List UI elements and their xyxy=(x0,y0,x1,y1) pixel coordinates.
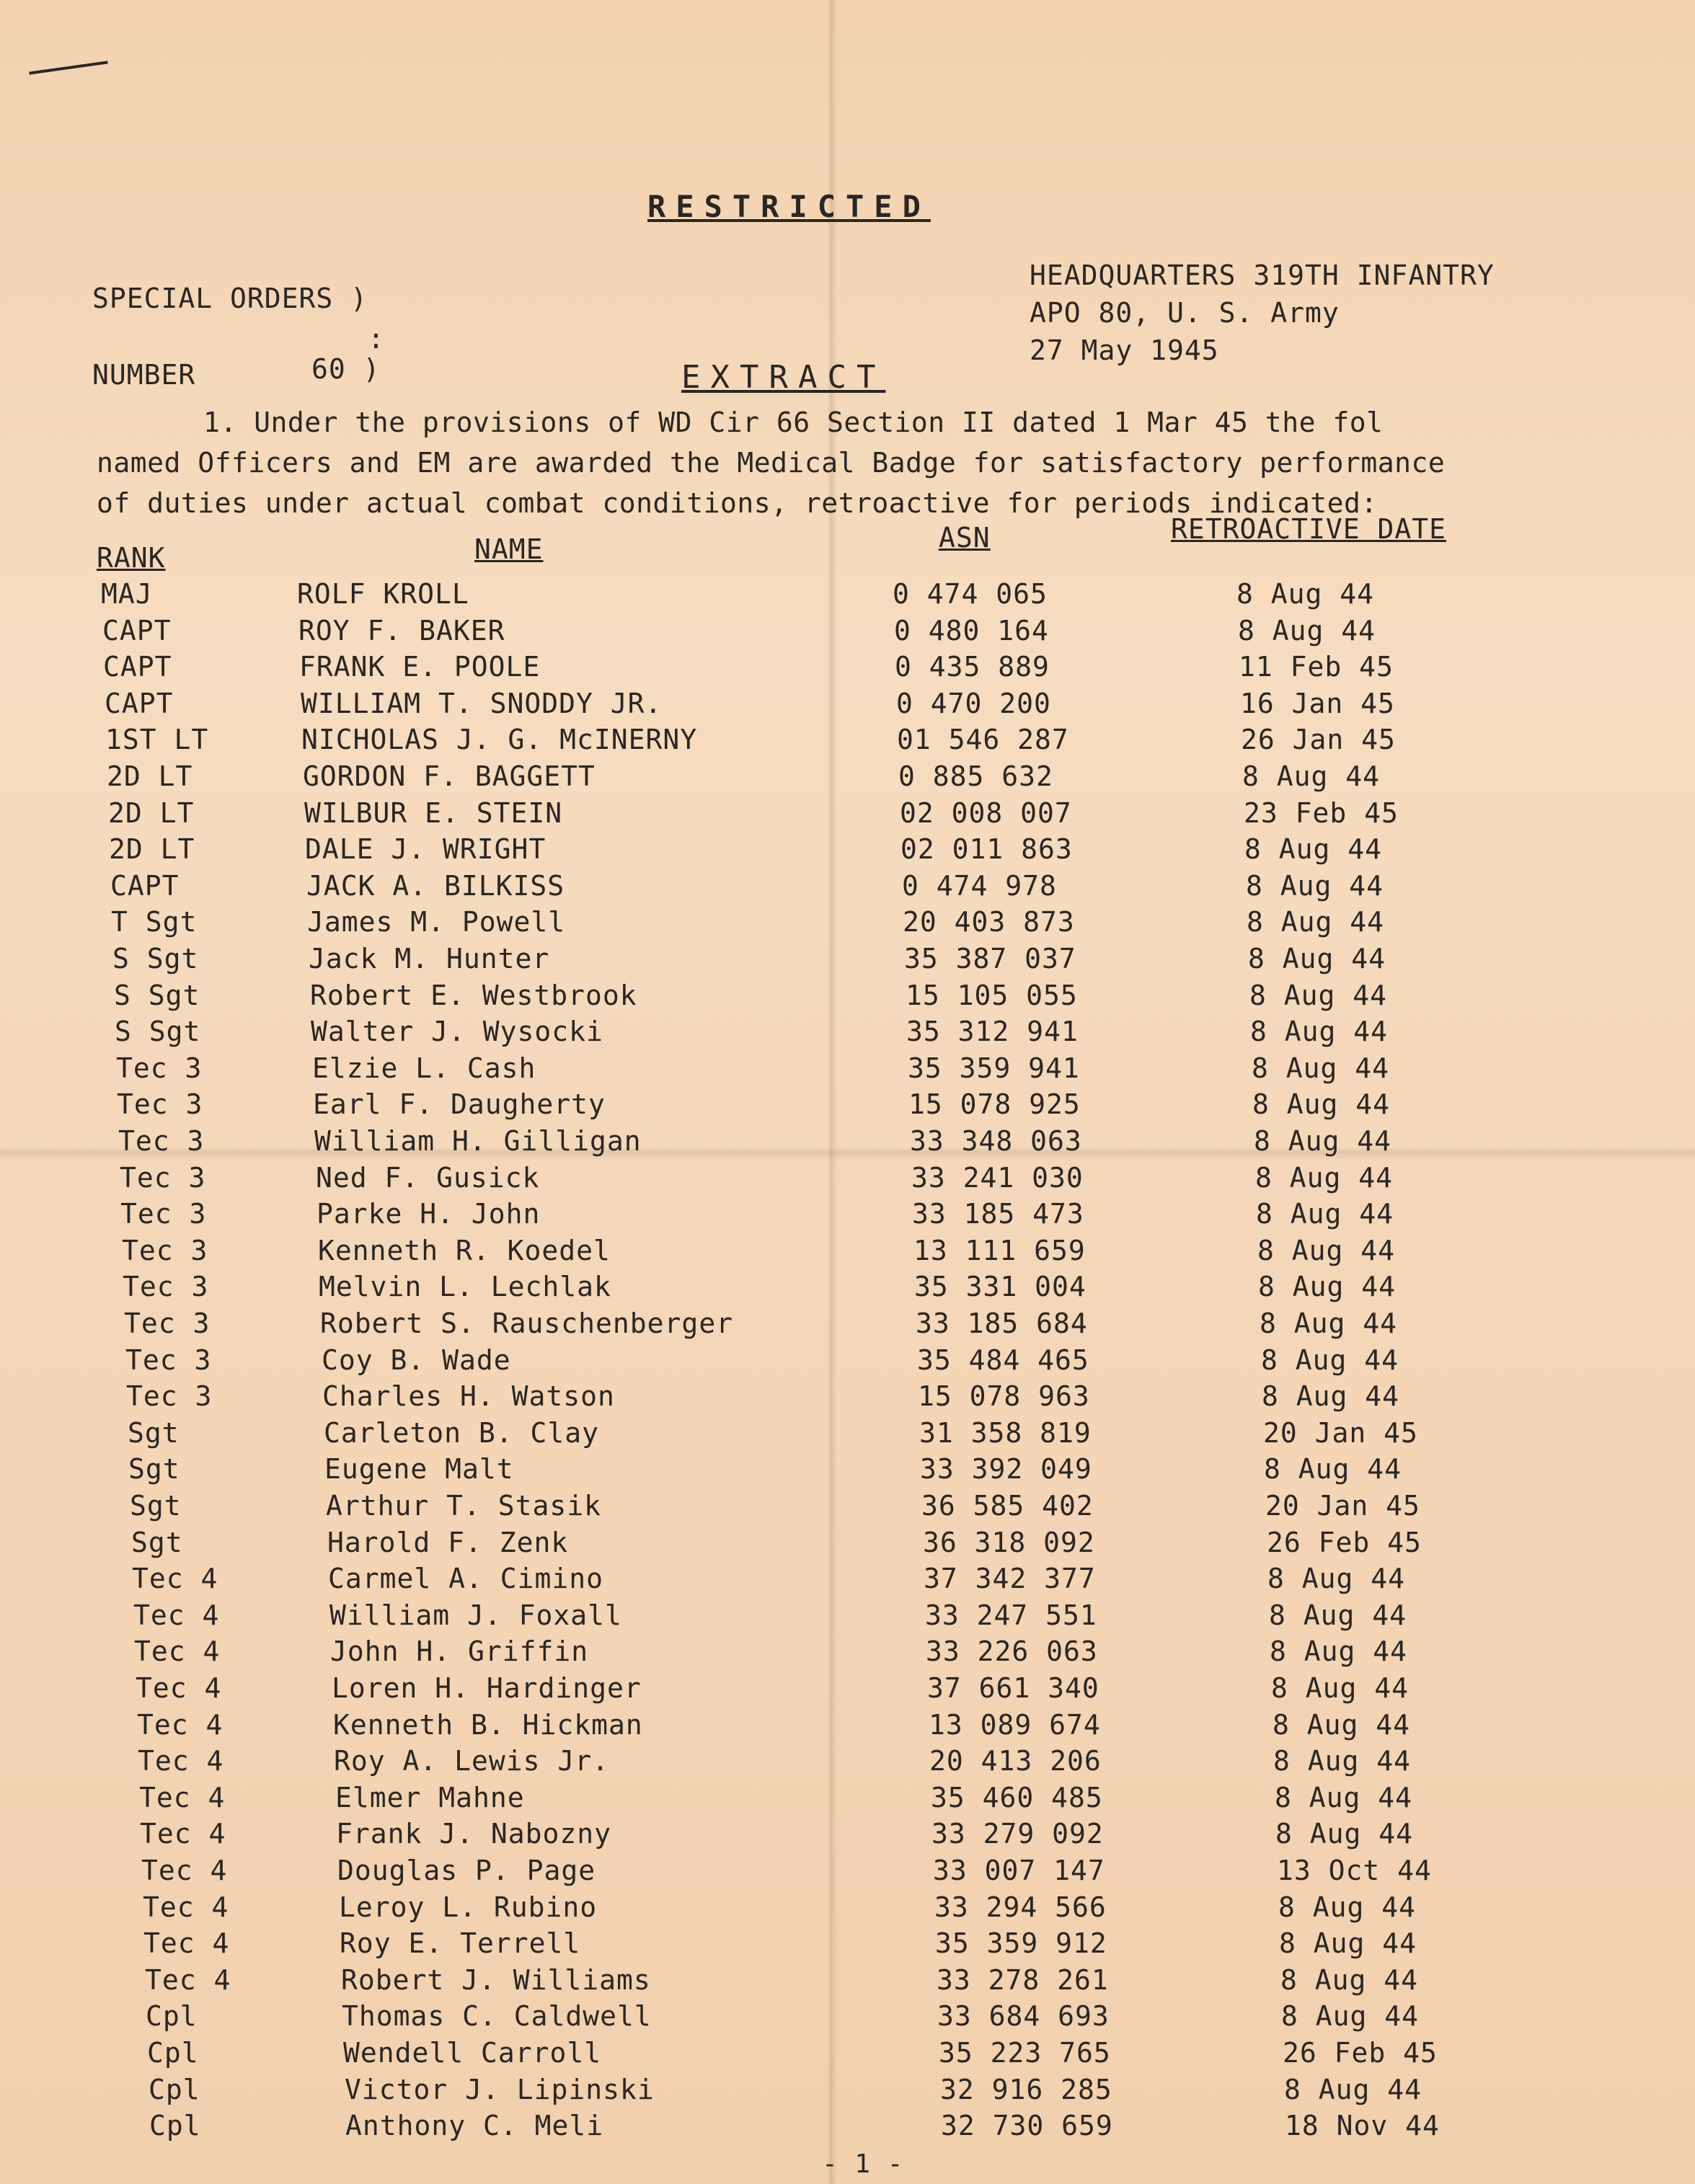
table-row xyxy=(0,1964,1695,2000)
name-cell: Wendell Carroll xyxy=(343,2037,602,2069)
rank-cell: Tec 4 xyxy=(132,1563,218,1594)
rank-cell: Tec 3 xyxy=(120,1198,207,1230)
rank-cell: Cpl xyxy=(146,2000,198,2032)
date-cell: 8 Aug 44 xyxy=(1248,943,1386,975)
name-cell: Roy A. Lewis Jr. xyxy=(334,1745,610,1777)
rank-cell: Cpl xyxy=(149,2110,201,2141)
asn-cell: 33 278 261 xyxy=(937,1964,1109,1996)
rank-cell: Tec 4 xyxy=(137,1709,224,1741)
table-row xyxy=(0,833,1695,869)
table-row xyxy=(0,578,1695,614)
name-cell: GORDON F. BAGGETT xyxy=(303,760,596,792)
ink-mark xyxy=(29,61,107,74)
asn-cell: 36 318 092 xyxy=(923,1527,1095,1558)
table-row xyxy=(0,1380,1695,1416)
rank-cell: Tec 4 xyxy=(145,1964,231,1996)
asn-cell: 33 241 030 xyxy=(911,1162,1084,1194)
table-row xyxy=(0,2074,1695,2110)
asn-cell: 33 185 684 xyxy=(916,1308,1088,1339)
date-cell: 8 Aug 44 xyxy=(1261,1344,1399,1376)
paragraph-line-2: named Officers and EM are awarded the Medical Badge for satisfactory performance xyxy=(97,447,1446,479)
name-cell: Jack M. Hunter xyxy=(309,943,550,975)
name-cell: FRANK E. POOLE xyxy=(299,651,541,683)
rank-cell: Tec 3 xyxy=(118,1125,205,1157)
rank-cell: Cpl xyxy=(147,2037,199,2069)
asn-cell: 33 684 693 xyxy=(937,2000,1110,2032)
rank-cell: S Sgt xyxy=(112,943,199,975)
date-cell: 8 Aug 44 xyxy=(1273,1709,1411,1741)
date-cell: 8 Aug 44 xyxy=(1284,2074,1422,2105)
date-cell: 23 Feb 45 xyxy=(1244,797,1399,829)
date-cell: 8 Aug 44 xyxy=(1242,760,1381,792)
rank-cell: Tec 4 xyxy=(139,1782,226,1814)
table-row xyxy=(0,1490,1695,1526)
date-cell: 11 Feb 45 xyxy=(1239,651,1394,683)
column-header-asn: ASN xyxy=(939,522,991,554)
date-cell: 26 Feb 45 xyxy=(1283,2037,1438,2069)
rank-cell: Tec 3 xyxy=(124,1308,211,1339)
asn-cell: 15 078 925 xyxy=(908,1088,1081,1120)
asn-cell: 33 392 049 xyxy=(920,1453,1092,1485)
name-cell: Earl F. Daugherty xyxy=(313,1088,606,1120)
name-cell: Harold F. Zenk xyxy=(327,1527,569,1558)
hq-line-1: HEADQUARTERS 319TH INFANTRY xyxy=(1030,259,1495,291)
rank-cell: Tec 4 xyxy=(143,1891,229,1923)
table-row xyxy=(0,1745,1695,1781)
rank-cell: 2D LT xyxy=(108,797,195,829)
number-value: 60 ) xyxy=(311,353,381,385)
name-cell: James M. Powell xyxy=(307,906,566,938)
date-cell: 8 Aug 44 xyxy=(1247,906,1385,938)
rank-cell: Tec 3 xyxy=(122,1235,208,1266)
date-cell: 8 Aug 44 xyxy=(1250,1016,1389,1047)
table-row xyxy=(0,651,1695,687)
date-cell: 16 Jan 45 xyxy=(1240,688,1395,719)
asn-cell: 31 358 819 xyxy=(919,1417,1092,1449)
asn-cell: 35 387 037 xyxy=(904,943,1076,975)
date-cell: 8 Aug 44 xyxy=(1256,1198,1394,1230)
rank-cell: Tec 4 xyxy=(140,1818,226,1850)
column-header-date: RETROACTIVE DATE xyxy=(1171,513,1447,545)
rank-cell: Tec 4 xyxy=(136,1672,222,1704)
paragraph-line-3: of duties under actual combat conditions, retroactive for periods indicated: xyxy=(97,487,1378,519)
date-cell: 8 Aug 44 xyxy=(1280,1964,1419,1996)
name-cell: Elzie L. Cash xyxy=(312,1052,536,1084)
name-cell: Kenneth B. Hickman xyxy=(333,1709,643,1741)
table-row xyxy=(0,1052,1695,1088)
table-row xyxy=(0,870,1695,906)
rank-cell: CAPT xyxy=(105,688,174,719)
date-cell: 8 Aug 44 xyxy=(1279,1927,1417,1959)
rank-cell: Tec 3 xyxy=(117,1088,203,1120)
name-cell: Loren H. Hardinger xyxy=(332,1672,642,1704)
table-row xyxy=(0,1088,1695,1124)
asn-cell: 20 403 873 xyxy=(903,906,1075,938)
date-cell: 8 Aug 44 xyxy=(1273,1745,1412,1777)
asn-cell: 33 348 063 xyxy=(910,1125,1082,1157)
name-cell: Roy E. Terrell xyxy=(340,1927,581,1959)
page-number: - 1 - xyxy=(822,2149,904,2179)
name-cell: NICHOLAS J. G. McINERNY xyxy=(301,724,698,755)
name-cell: Carleton B. Clay xyxy=(324,1417,600,1449)
column-header-name: NAME xyxy=(474,533,544,565)
name-cell: Robert J. Williams xyxy=(341,1964,651,1996)
table-row xyxy=(0,1308,1695,1344)
asn-cell: 0 470 200 xyxy=(896,688,1051,719)
table-row xyxy=(0,1162,1695,1198)
date-cell: 8 Aug 44 xyxy=(1281,2000,1420,2032)
asn-cell: 32 916 285 xyxy=(940,2074,1112,2105)
date-cell: 8 Aug 44 xyxy=(1246,870,1384,902)
asn-cell: 35 359 912 xyxy=(935,1927,1107,1959)
date-cell: 8 Aug 44 xyxy=(1236,578,1375,610)
rank-cell: CAPT xyxy=(102,615,172,647)
name-cell: Kenneth R. Koedel xyxy=(318,1235,611,1266)
asn-cell: 35 460 485 xyxy=(931,1782,1103,1814)
name-cell: Leroy L. Rubino xyxy=(339,1891,598,1923)
rank-cell: Tec 3 xyxy=(126,1380,213,1412)
rank-cell: Tec 4 xyxy=(138,1745,224,1777)
asn-cell: 33 007 147 xyxy=(933,1855,1105,1886)
rank-cell: Tec 4 xyxy=(141,1855,228,1886)
asn-cell: 02 008 007 xyxy=(900,797,1072,829)
name-cell: Douglas P. Page xyxy=(337,1855,596,1886)
asn-cell: 33 226 063 xyxy=(926,1635,1098,1667)
table-row xyxy=(0,1891,1695,1927)
name-cell: William H. Gilligan xyxy=(314,1125,642,1157)
name-cell: Victor J. Lipinski xyxy=(345,2074,655,2105)
table-row xyxy=(0,2110,1695,2146)
asn-cell: 35 223 765 xyxy=(939,2037,1111,2069)
rank-cell: Sgt xyxy=(130,1490,182,1522)
date-cell: 8 Aug 44 xyxy=(1275,1782,1413,1814)
table-row xyxy=(0,943,1695,979)
date-cell: 20 Jan 45 xyxy=(1263,1417,1418,1449)
table-row xyxy=(0,2000,1695,2036)
table-row xyxy=(0,724,1695,760)
table-row xyxy=(0,1599,1695,1635)
asn-cell: 35 359 941 xyxy=(908,1052,1080,1084)
asn-cell: 0 474 065 xyxy=(893,578,1048,610)
asn-cell: 0 480 164 xyxy=(894,615,1049,647)
table-row xyxy=(0,1016,1695,1052)
rank-cell: Sgt xyxy=(131,1527,183,1558)
asn-cell: 0 474 978 xyxy=(902,870,1057,902)
date-cell: 8 Aug 44 xyxy=(1271,1672,1409,1704)
date-cell: 8 Aug 44 xyxy=(1270,1635,1408,1667)
date-cell: 26 Feb 45 xyxy=(1267,1527,1422,1558)
date-cell: 13 Oct 44 xyxy=(1277,1855,1432,1886)
name-cell: WILBUR E. STEIN xyxy=(304,797,563,829)
table-row xyxy=(0,1563,1695,1599)
name-cell: William J. Foxall xyxy=(329,1599,622,1631)
date-cell: 8 Aug 44 xyxy=(1238,615,1376,647)
rank-cell: CAPT xyxy=(103,651,172,683)
rank-cell: 2D LT xyxy=(109,833,195,865)
asn-cell: 37 661 340 xyxy=(927,1672,1099,1704)
table-row xyxy=(0,1453,1695,1489)
date-cell: 8 Aug 44 xyxy=(1262,1380,1400,1412)
asn-cell: 35 331 004 xyxy=(914,1271,1087,1302)
table-row xyxy=(0,1927,1695,1963)
rank-cell: S Sgt xyxy=(114,980,200,1011)
date-cell: 8 Aug 44 xyxy=(1260,1308,1398,1339)
table-row xyxy=(0,980,1695,1016)
table-row xyxy=(0,760,1695,796)
asn-cell: 13 089 674 xyxy=(929,1709,1101,1741)
rank-cell: Sgt xyxy=(128,1417,180,1449)
date-cell: 18 Nov 44 xyxy=(1285,2110,1440,2141)
date-cell: 20 Jan 45 xyxy=(1265,1490,1420,1522)
table-row xyxy=(0,1527,1695,1563)
name-cell: Anthony C. Meli xyxy=(345,2110,604,2141)
table-row xyxy=(0,1125,1695,1161)
name-cell: JACK A. BILKISS xyxy=(306,870,565,902)
table-row xyxy=(0,1235,1695,1271)
name-cell: Walter J. Wysocki xyxy=(311,1016,603,1047)
table-row xyxy=(0,2037,1695,2073)
hq-line-3: 27 May 1945 xyxy=(1030,334,1219,366)
rank-cell: 1ST LT xyxy=(105,724,209,755)
date-cell: 8 Aug 44 xyxy=(1258,1271,1397,1302)
asn-cell: 0 885 632 xyxy=(898,760,1053,792)
name-cell: ROLF KROLL xyxy=(297,578,469,610)
asn-cell: 33 247 551 xyxy=(925,1599,1097,1631)
asn-cell: 20 413 206 xyxy=(929,1745,1102,1777)
asn-cell: 15 105 055 xyxy=(906,980,1078,1011)
rank-cell: Tec 3 xyxy=(120,1162,206,1194)
number-label: NUMBER xyxy=(92,359,196,391)
name-cell: Carmel A. Cimino xyxy=(328,1563,604,1594)
name-cell: ROY F. BAKER xyxy=(298,615,505,647)
table-row xyxy=(0,797,1695,833)
asn-cell: 01 546 287 xyxy=(897,724,1069,755)
table-row xyxy=(0,1672,1695,1708)
name-cell: John H. Griffin xyxy=(330,1635,589,1667)
name-cell: Ned F. Gusick xyxy=(316,1162,540,1194)
table-row xyxy=(0,615,1695,651)
rank-cell: 2D LT xyxy=(107,760,193,792)
name-cell: Thomas C. Caldwell xyxy=(342,2000,652,2032)
date-cell: 8 Aug 44 xyxy=(1252,1088,1391,1120)
rank-cell: MAJ xyxy=(101,578,153,610)
date-cell: 8 Aug 44 xyxy=(1244,833,1383,865)
rank-cell: Tec 4 xyxy=(134,1635,221,1667)
rank-cell: CAPT xyxy=(110,870,180,902)
date-cell: 26 Jan 45 xyxy=(1241,724,1396,755)
table-row xyxy=(0,1818,1695,1854)
date-cell: 8 Aug 44 xyxy=(1255,1162,1394,1194)
asn-cell: 02 011 863 xyxy=(900,833,1073,865)
rank-cell: Tec 3 xyxy=(123,1271,209,1302)
table-row xyxy=(0,688,1695,724)
column-header-rank: RANK xyxy=(97,542,166,574)
date-cell: 8 Aug 44 xyxy=(1264,1453,1402,1485)
rank-cell: T Sgt xyxy=(111,906,198,938)
asn-cell: 35 312 941 xyxy=(906,1016,1079,1047)
asn-cell: 32 730 659 xyxy=(941,2110,1113,2141)
name-cell: DALE J. WRIGHT xyxy=(305,833,546,865)
table-row xyxy=(0,1417,1695,1453)
name-cell: Parke H. John xyxy=(317,1198,541,1230)
asn-cell: 0 435 889 xyxy=(895,651,1050,683)
date-cell: 8 Aug 44 xyxy=(1267,1563,1406,1594)
hq-line-2: APO 80, U. S. Army xyxy=(1030,297,1340,329)
restricted-heading: RESTRICTED xyxy=(647,189,931,224)
table-row xyxy=(0,1709,1695,1745)
special-orders-label: SPECIAL ORDERS ) xyxy=(92,283,368,314)
table-row xyxy=(0,1271,1695,1307)
rank-cell: Tec 3 xyxy=(116,1052,203,1084)
date-cell: 8 Aug 44 xyxy=(1275,1818,1414,1850)
asn-cell: 33 294 566 xyxy=(934,1891,1107,1923)
date-cell: 8 Aug 44 xyxy=(1252,1052,1390,1084)
name-cell: Charles H. Watson xyxy=(322,1380,615,1412)
asn-cell: 33 279 092 xyxy=(931,1818,1104,1850)
table-row xyxy=(0,906,1695,942)
colon-mark: : xyxy=(368,323,385,355)
extract-heading: EXTRACT xyxy=(681,359,886,396)
name-cell: Elmer Mahne xyxy=(335,1782,525,1814)
name-cell: Melvin L. Lechlak xyxy=(319,1271,611,1302)
table-row xyxy=(0,1344,1695,1380)
asn-cell: 33 185 473 xyxy=(912,1198,1084,1230)
name-cell: Coy B. Wade xyxy=(322,1344,511,1376)
rank-cell: Cpl xyxy=(149,2074,200,2105)
rank-cell: S Sgt xyxy=(115,1016,201,1047)
table-row xyxy=(0,1782,1695,1818)
name-cell: Eugene Malt xyxy=(324,1453,514,1485)
date-cell: 8 Aug 44 xyxy=(1257,1235,1396,1266)
name-cell: Robert S. Rauschenberger xyxy=(320,1308,734,1339)
asn-cell: 15 078 963 xyxy=(918,1380,1090,1412)
table-row xyxy=(0,1198,1695,1234)
name-cell: WILLIAM T. SNODDY JR. xyxy=(301,688,663,719)
date-cell: 8 Aug 44 xyxy=(1269,1599,1407,1631)
name-cell: Arthur T. Stasik xyxy=(326,1490,602,1522)
name-cell: Frank J. Nabozny xyxy=(336,1818,612,1850)
date-cell: 8 Aug 44 xyxy=(1278,1891,1417,1923)
paragraph-line-1: 1. Under the provisions of WD Cir 66 Section II dated 1 Mar 45 the fol xyxy=(203,407,1384,438)
asn-cell: 13 111 659 xyxy=(913,1235,1086,1266)
asn-cell: 35 484 465 xyxy=(917,1344,1089,1376)
date-cell: 8 Aug 44 xyxy=(1249,980,1388,1011)
table-row xyxy=(0,1855,1695,1891)
rank-cell: Tec 3 xyxy=(125,1344,212,1376)
table-row xyxy=(0,1635,1695,1672)
asn-cell: 36 585 402 xyxy=(921,1490,1094,1522)
rank-cell: Tec 4 xyxy=(133,1599,220,1631)
date-cell: 8 Aug 44 xyxy=(1254,1125,1392,1157)
rank-cell: Tec 4 xyxy=(143,1927,230,1959)
asn-cell: 37 342 377 xyxy=(924,1563,1096,1594)
name-cell: Robert E. Westbrook xyxy=(310,980,637,1011)
rank-cell: Sgt xyxy=(128,1453,180,1485)
